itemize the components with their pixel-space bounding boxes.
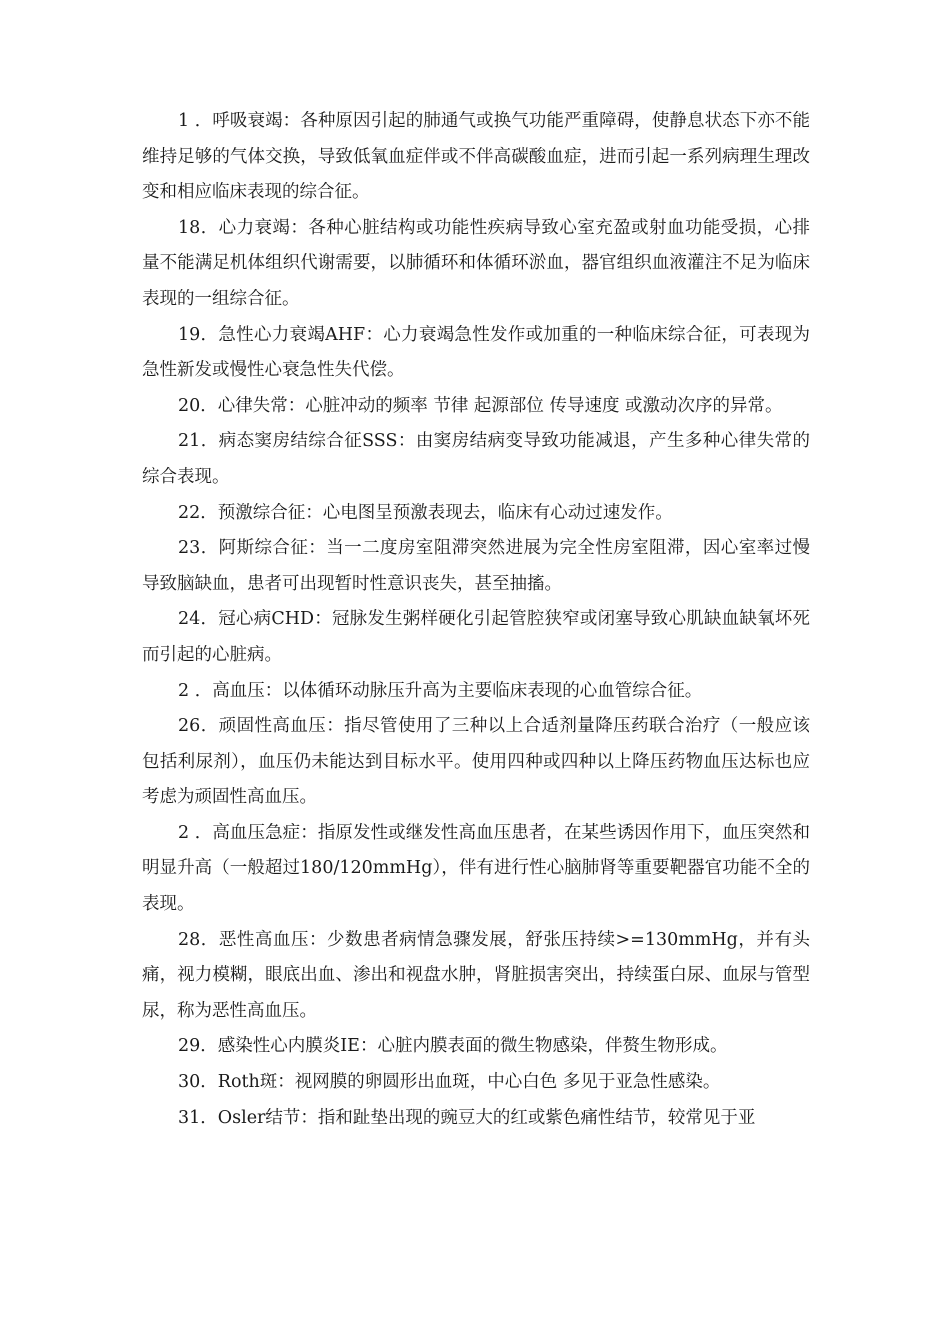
definition-hypertension: 2 ．高血压：以体循环动脉压升高为主要临床表现的心血管综合征。 [178,680,703,701]
definition-osler-nodes: 31．Osler结节：指和趾垫出现的豌豆大的红或紫色痛性结节，较常见于亚 [178,1107,756,1128]
definition-adams-stokes-syndrome: 23．阿斯综合征：当一二度房室阻滞突然进展为完全性房室阻滞，因心室率过慢导致脑缺血，患者可出现暂时性意识丧失，甚至抽搐。 [142,538,810,594]
definition-coronary-heart-disease: 24．冠心病CHD：冠脉发生粥样硬化引起管腔狭窄或闭塞导致心肌缺血缺氧坏死而引起的心脏病。 [142,609,810,665]
definition-hypertensive-emergency: 2 ．高血压急症：指原发性或继发性高血压患者，在某些诱因作用下，血压突然和明显升高（一般超过180/120mmHg），伴有进行性心脑肺肾等重要靶器官功能不全的表现。 [142,822,810,915]
definition-heart-failure: 18．心力衰竭：各种心脏结构或功能性疾病导致心室充盈或射血功能受损，心排量不能满足机体组织代谢需要，以肺循环和体循环淤血，器官组织血液灌注不足为临床表现的一组综合征。 [142,217,810,309]
definition-respiratory-failure: 1 ．呼吸衰竭：各种原因引起的肺通气或换气功能严重障碍，使静息状态下亦不能维持足够的气体交换，导致低氧血症伴或不伴高碳酸血症，进而引起一系列病理生理改变和相应临床表现的综合征。 [142,111,810,203]
definition-infective-endocarditis: 29．感染性心内膜炎IE：心脏内膜表面的微生物感染，伴赘生物形成。 [178,1036,728,1057]
definition-preexcitation-syndrome: 22．预激综合征：心电图呈预激表现去，临床有心动过速发作。 [178,502,673,523]
document-body [142,104,810,1136]
definition-acute-heart-failure: 19．急性心力衰竭AHF：心力衰竭急性发作或加重的一种临床综合征，可表现为急性新发或慢性心衰急性失代偿。 [142,324,810,381]
definition-resistant-hypertension: 26．顽固性高血压：指尽管使用了三种以上合适剂量降压药联合治疗（一般应该包括利尿剂），血压仍未能达到目标水平。使用四种或四种以上降压药物血压达标也应考虑为顽固性高血压。 [142,716,810,808]
definition-roth-spots: 30．Roth斑：视网膜的卵圆形出血斑，中心白色 多见于亚急性感染。 [178,1072,721,1093]
definition-malignant-hypertension: 28．恶性高血压：少数患者病情急骤发展，舒张压持续>=130mmHg，并有头痛，视力模糊，眼底出血、渗出和视盘水肿，肾脏损害突出，持续蛋白尿、血尿与管型尿，称为恶性高血压。 [142,929,810,1021]
definition-arrhythmia: 20．心律失常：心脏冲动的频率 节律 起源部位 传导速度 或激动次序的异常。 [178,395,783,416]
definition-sick-sinus-syndrome: 21．病态窦房结综合征SSS：由窦房结病变导致功能减退，产生多种心律失常的综合表现。 [142,431,810,487]
